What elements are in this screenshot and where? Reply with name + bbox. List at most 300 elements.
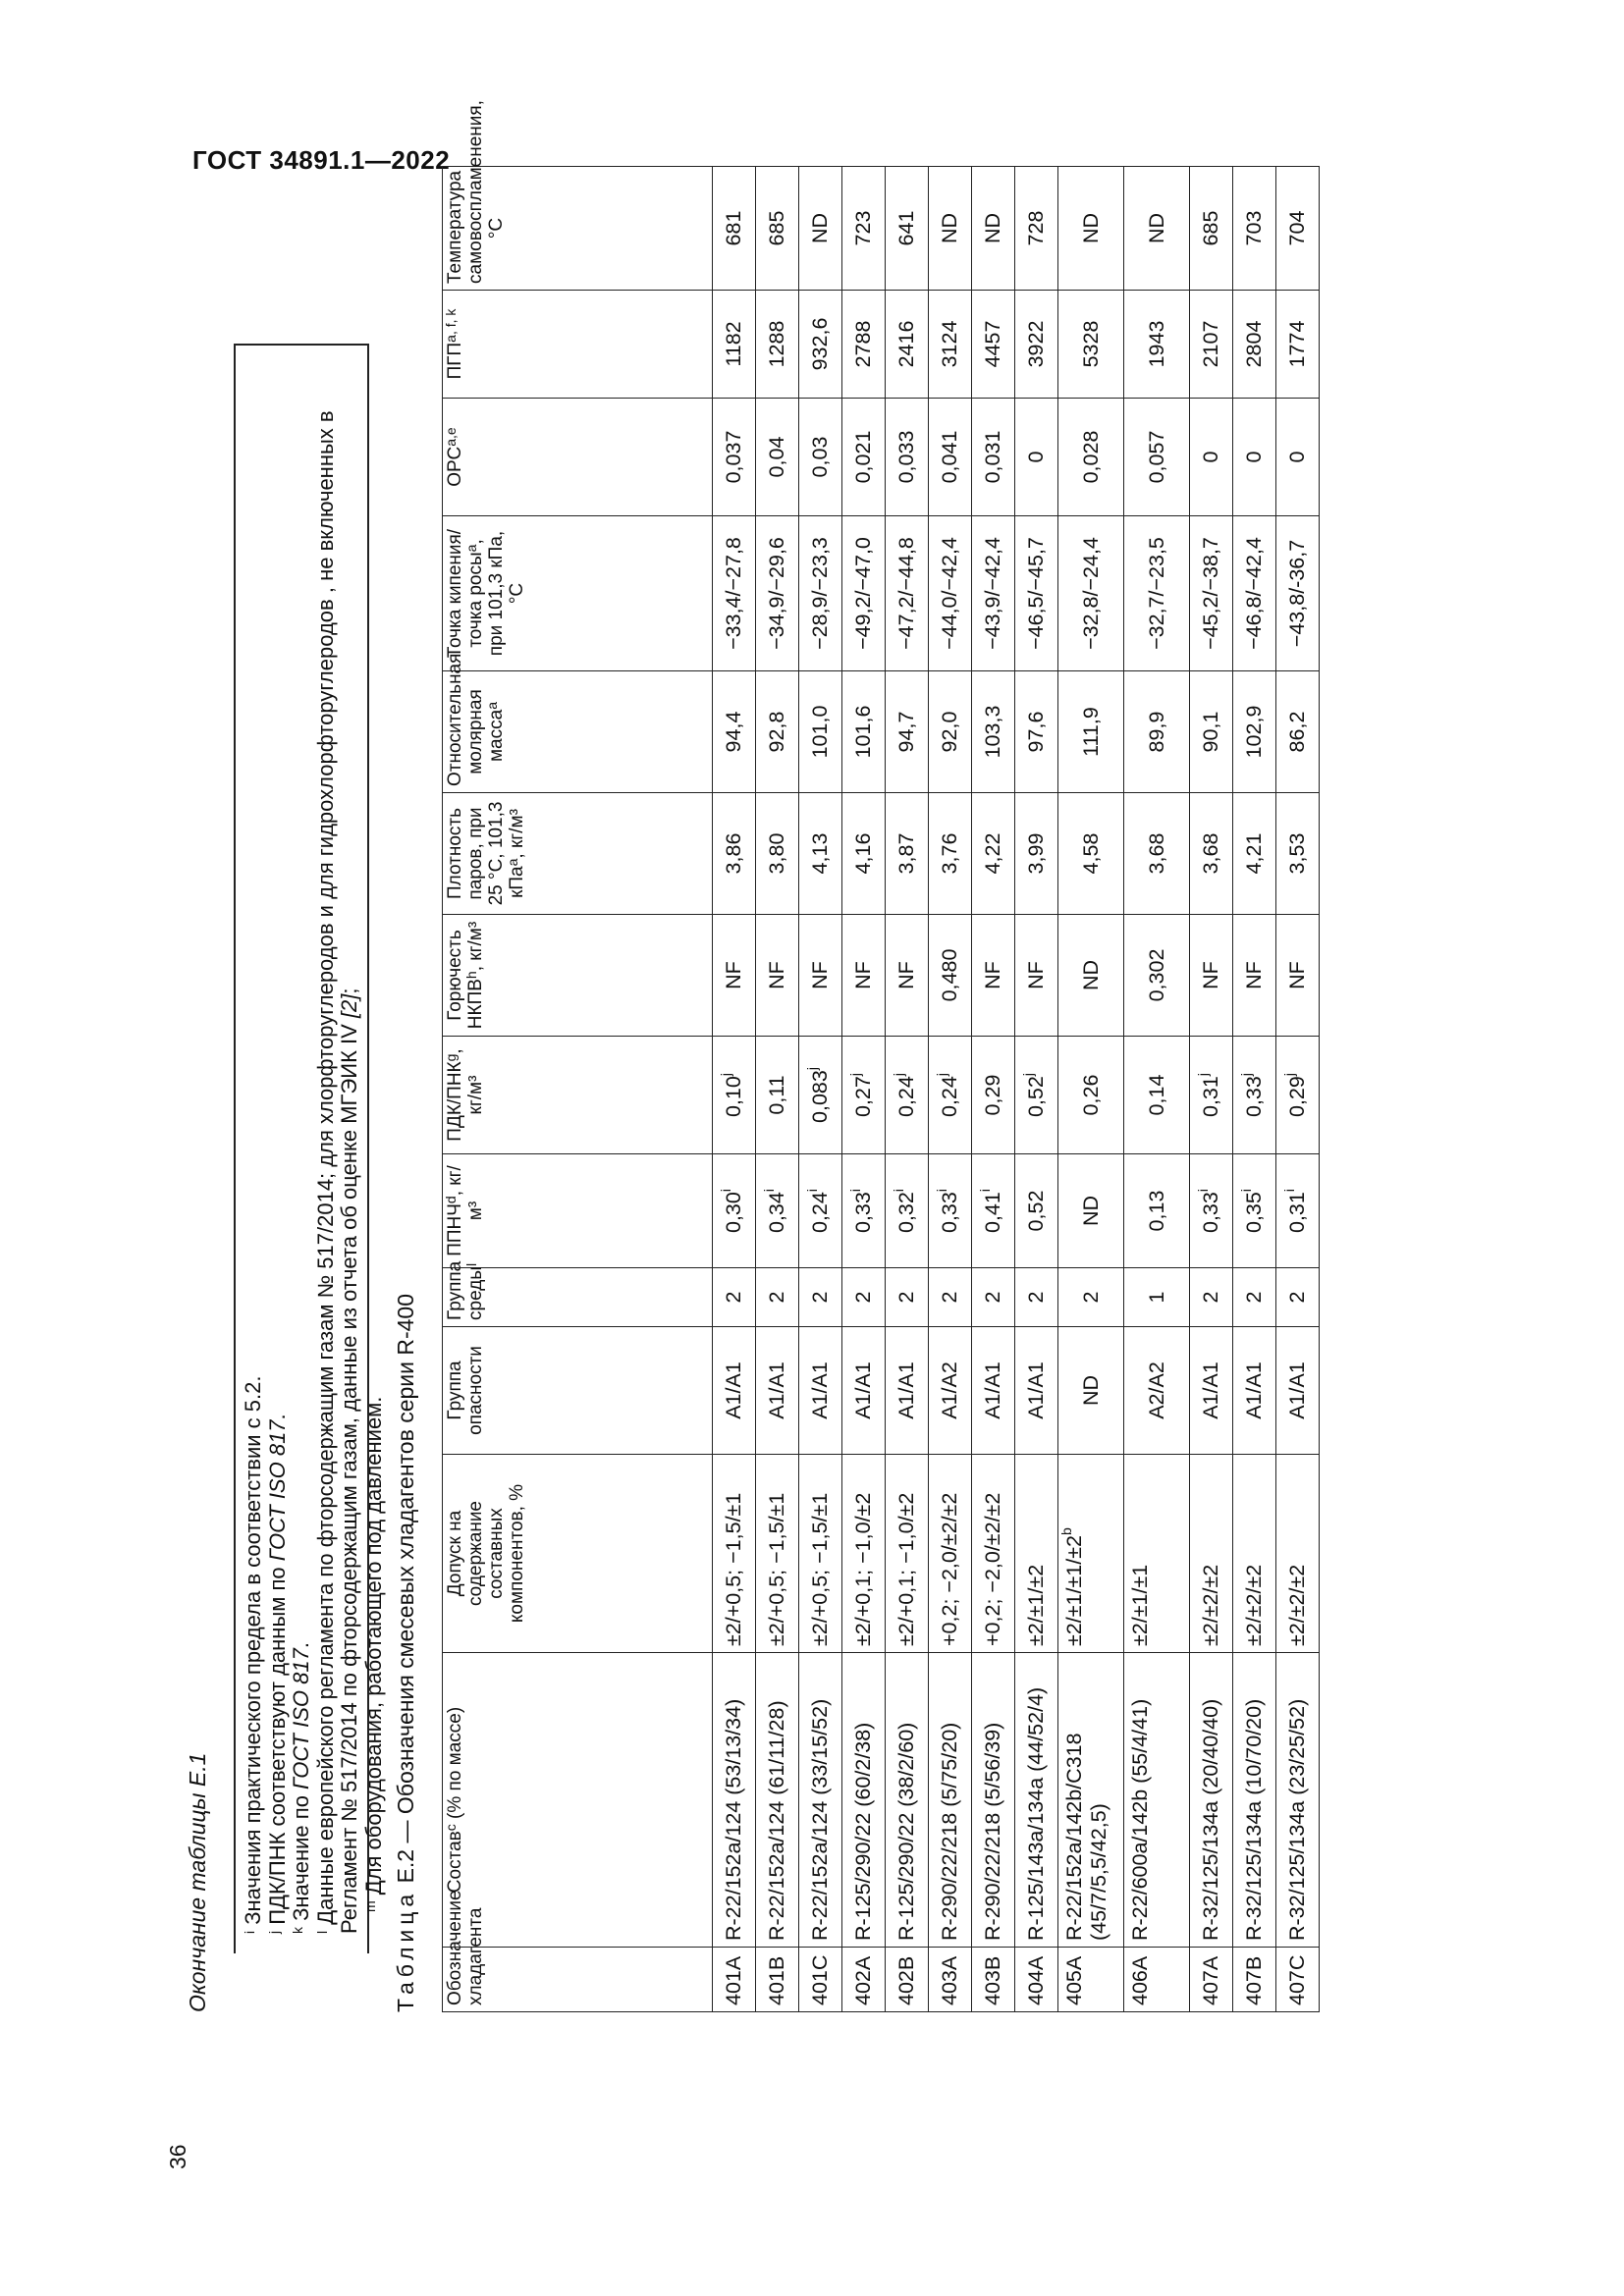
table-cell xyxy=(1124,1037,1190,1154)
table-row xyxy=(1058,167,1124,2012)
cell-mark: i xyxy=(847,1189,863,1193)
cell-value: 0,33 xyxy=(851,1192,875,1233)
table-cell: −43,8/-36,7 xyxy=(1276,516,1320,671)
table-cell: 0 xyxy=(1233,399,1276,516)
table-cell: NF xyxy=(1276,915,1320,1037)
footnote xyxy=(242,346,266,1953)
table-cell: 94,4 xyxy=(713,671,756,793)
cell-mark: i xyxy=(1281,1189,1297,1193)
table-title-prefix: Таблица xyxy=(393,1889,418,2012)
table-title-text: Е.2 — Обозначения смесевых хладагентов серии R-400 xyxy=(393,1293,418,1890)
table-cell xyxy=(1015,1037,1058,1154)
column-header-mark: l xyxy=(463,1262,479,1267)
table-cell: R-22/152a/124 (53/13/34) xyxy=(713,1653,756,1948)
table-cell: ND xyxy=(799,167,842,291)
footnote-ref: ГОСТ ISO 817 xyxy=(264,1419,290,1562)
cell-mark: i xyxy=(804,1189,820,1193)
footnote xyxy=(266,346,291,1953)
column-header-text: Относительная молярная масса xyxy=(445,653,507,786)
table-cell: ±2/+0,1; −1,0/±2 xyxy=(842,1455,886,1653)
table-cell: A1/A1 xyxy=(799,1327,842,1455)
column-header xyxy=(443,100,713,291)
column-header-unit: , кг/м³ xyxy=(465,921,486,972)
column-header-mark: a, f, k xyxy=(443,308,459,343)
column-header-text: ОРС xyxy=(445,446,465,487)
cell-mark: j xyxy=(891,1073,906,1077)
footnote-text: ПДК/ПНК соответствуют данным по xyxy=(264,1561,290,1931)
table-row xyxy=(1124,167,1190,2012)
table-cell: −28,9/−23,3 xyxy=(799,516,842,671)
cell-mark: j xyxy=(1020,1073,1036,1077)
table-cell: A1/A1 xyxy=(1190,1327,1233,1455)
table-cell: 932,6 xyxy=(799,291,842,399)
table-cell: 4,58 xyxy=(1058,793,1124,915)
table-cell: 402B xyxy=(886,1948,929,2012)
table-cell: ND xyxy=(929,167,972,291)
table-cell: −32,7/−23,5 xyxy=(1124,516,1190,671)
table-cell: 0,021 xyxy=(842,399,886,516)
cell-value: 0,11 xyxy=(765,1075,788,1115)
table-cell xyxy=(799,1154,842,1268)
table-cell: A1/A1 xyxy=(842,1327,886,1455)
column-header-text: Плотность паров, при 25 °С, 101,3 кПа xyxy=(445,801,527,906)
table-cell: −43,9/−42,4 xyxy=(972,516,1015,671)
table-cell: 2 xyxy=(713,1268,756,1327)
cell-value: 0,10 xyxy=(722,1076,745,1117)
table-cell: −33,4/−27,8 xyxy=(713,516,756,671)
table-row xyxy=(1015,167,1058,2012)
cell-value: 0,29 xyxy=(981,1074,1004,1116)
table-row xyxy=(713,167,756,2012)
table-cell: ±2/+0,1; −1,0/±2 xyxy=(886,1455,929,1653)
footnote-mark: m xyxy=(361,1900,378,1912)
column-header xyxy=(443,915,713,1037)
table-cell: 685 xyxy=(756,167,799,291)
column-header xyxy=(443,653,713,793)
table-cell: A1/A1 xyxy=(1233,1327,1276,1455)
table-cell xyxy=(929,1037,972,1154)
table-cell: 1774 xyxy=(1276,291,1320,399)
table-cell: R-22/152a/124 (33/15/52) xyxy=(799,1653,842,1948)
table-cell: ±2/±2/±2 xyxy=(1233,1455,1276,1653)
table-cell: 0,302 xyxy=(1124,915,1190,1037)
footnote xyxy=(290,346,314,1953)
table-cell: 101,6 xyxy=(842,671,886,793)
table-cell: R-125/290/22 (60/2/38) xyxy=(842,1653,886,1948)
table-cell: 1182 xyxy=(713,291,756,399)
column-header xyxy=(443,793,713,915)
table-cell: 2804 xyxy=(1233,291,1276,399)
table-cell xyxy=(1058,1037,1124,1154)
table-row xyxy=(1233,167,1276,2012)
table-cell xyxy=(972,1154,1015,1268)
table-cell: ±2/±2/±2 xyxy=(1276,1455,1320,1653)
cell-value: 0,29 xyxy=(1285,1076,1309,1117)
column-header-mark: g xyxy=(443,1053,459,1062)
table-cell: 0,03 xyxy=(799,399,842,516)
table-cell xyxy=(756,1037,799,1154)
table-cell: ND xyxy=(1124,167,1190,291)
table-cell xyxy=(886,1154,929,1268)
column-header-text: ПГП xyxy=(445,342,465,380)
table-cell: 94,7 xyxy=(886,671,929,793)
table-cell xyxy=(886,1037,929,1154)
table-cell: 681 xyxy=(713,167,756,291)
footnote-tail: . xyxy=(289,1642,313,1649)
column-header-mark: a,e xyxy=(443,427,459,447)
table-cell: 0 xyxy=(1015,399,1058,516)
table-cell xyxy=(1233,1037,1276,1154)
table-cell: ±2/±1/±1 xyxy=(1124,1455,1190,1653)
table-cell: 4,13 xyxy=(799,793,842,915)
table-cell: 101,0 xyxy=(799,671,842,793)
cell-value: 0,32 xyxy=(894,1192,918,1233)
table-cell: A1/A1 xyxy=(756,1327,799,1455)
cell-value: 0,33 xyxy=(1242,1076,1266,1117)
column-header-unit: , кг/м³ xyxy=(507,809,527,859)
table-cell: 3,68 xyxy=(1190,793,1233,915)
table-cell: −46,5/−45,7 xyxy=(1015,516,1058,671)
table-cell xyxy=(929,1154,972,1268)
table-cell: 92,0 xyxy=(929,671,972,793)
table-cell xyxy=(1190,1037,1233,1154)
table-cell: −34,9/−29,6 xyxy=(756,516,799,671)
table-cell: A1/A1 xyxy=(886,1327,929,1455)
table-cell: 403B xyxy=(972,1948,1015,2012)
cell-mark: i xyxy=(977,1189,993,1193)
table-cell: 641 xyxy=(886,167,929,291)
table-cell: 0,037 xyxy=(713,399,756,516)
table-cell: 97,6 xyxy=(1015,671,1058,793)
table-cell: −44,0/−42,4 xyxy=(929,516,972,671)
column-header xyxy=(443,399,713,516)
table-cell: 102,9 xyxy=(1233,671,1276,793)
table-cell: 90,1 xyxy=(1190,671,1233,793)
cell-mark: b xyxy=(1058,1527,1074,1536)
cell-value: 0,52 xyxy=(1024,1190,1048,1232)
table-cell: 86,2 xyxy=(1276,671,1320,793)
table-cell: +0,2; −2,0/±2/±2 xyxy=(972,1455,1015,1653)
cell-value: 0,13 xyxy=(1144,1190,1168,1232)
table-cell: 0,057 xyxy=(1124,399,1190,516)
table-cell: 407B xyxy=(1233,1948,1276,2012)
cell-mark: j xyxy=(1238,1073,1254,1077)
column-header-text: Группа среды xyxy=(445,1260,486,1320)
column-header-unit: , при 101,3 кПа, °С xyxy=(465,530,527,657)
column-header-mark: h xyxy=(463,971,479,980)
footnote-ref: [2] xyxy=(337,993,361,1019)
table-cell xyxy=(1015,1154,1058,1268)
column-header-mark: c xyxy=(443,1824,459,1832)
table-cell: R-125/143a/134a (44/52/4) xyxy=(1015,1653,1058,1948)
footnote xyxy=(314,346,339,1953)
column-header-unit: , кг/м³ xyxy=(445,1048,486,1115)
table-cell: 401A xyxy=(713,1948,756,2012)
table-cell: 401B xyxy=(756,1948,799,2012)
table-cell: NF xyxy=(756,915,799,1037)
table-cell: 2 xyxy=(1190,1268,1233,1327)
table-continuation-label: Окончание таблицы Е.1 xyxy=(185,1752,210,2012)
cell-value: 0,52 xyxy=(1024,1076,1048,1117)
footnote-text: Данные европейского регламента по фторсодержащим газам № 517/2014; для хлорфторуглеродов и для гидрохлорфторуглеродов , не включенных в xyxy=(312,410,338,1931)
table-cell: $\pm 2/\pm 1/\pm 1/\pm 2^b$ xyxy=(1058,1455,1124,1653)
table-cell: −47,2/−44,8 xyxy=(886,516,929,671)
table-cell: −46,8/−42,4 xyxy=(1233,516,1276,671)
table-cell: 404A xyxy=(1015,1948,1058,2012)
table-cell: NF xyxy=(1233,915,1276,1037)
column-header xyxy=(443,1455,713,1653)
column-header xyxy=(443,1890,713,2012)
table-row xyxy=(799,167,842,2012)
cell-value: 0,14 xyxy=(1144,1074,1168,1116)
table-cell: 1943 xyxy=(1124,291,1190,399)
table-cell: 0,028 xyxy=(1058,399,1124,516)
table-cell: 2 xyxy=(756,1268,799,1327)
table-cell: 3,99 xyxy=(1015,793,1058,915)
column-header-text: Обозначение хладагента xyxy=(445,1890,486,2005)
cell-value: 0,31 xyxy=(1199,1076,1222,1117)
table-cell: 0,033 xyxy=(886,399,929,516)
table-row xyxy=(1276,167,1320,2012)
table-cell: ND xyxy=(972,167,1015,291)
table-cell: 3124 xyxy=(929,291,972,399)
table-cell: 407C xyxy=(1276,1948,1320,2012)
table-cell: 685 xyxy=(1190,167,1233,291)
table-cell: 103,3 xyxy=(972,671,1015,793)
table-cell: R-125/290/22 (38/2/60) xyxy=(886,1653,929,1948)
cell-value: 0,30 xyxy=(722,1192,745,1233)
table-cell: R-22/152a/124 (61/11/28) xyxy=(756,1653,799,1948)
cell-mark: j xyxy=(804,1067,820,1071)
table-cell xyxy=(756,1154,799,1268)
table-cell: 5328 xyxy=(1058,291,1124,399)
table-cell: −49,2/−47,0 xyxy=(842,516,886,671)
cell-mark: j xyxy=(1281,1073,1297,1077)
table-cell: A1/A1 xyxy=(713,1327,756,1455)
table-cell: 402A xyxy=(842,1948,886,2012)
footnote xyxy=(338,346,362,1953)
table-cell: 4,22 xyxy=(972,793,1015,915)
table-cell xyxy=(842,1037,886,1154)
column-header xyxy=(443,1037,713,1154)
table-cell: ±2/+0,5; −1,5/±1 xyxy=(756,1455,799,1653)
table-cell: NF xyxy=(886,915,929,1037)
table-cell: A1/A1 xyxy=(972,1327,1015,1455)
cell-mark: i xyxy=(1195,1189,1211,1193)
table-cell xyxy=(1190,1154,1233,1268)
table-cell: NF xyxy=(842,915,886,1037)
refrigerant-table xyxy=(442,100,1320,2012)
cell-value: 0,26 xyxy=(1078,1074,1103,1116)
table-cell: A1/A1 xyxy=(1015,1327,1058,1455)
footnote-text: Регламент № 517/2014 по фторсодержащим газам, данные из отчета об оценке МГЭИК IV xyxy=(337,1018,361,1934)
table-cell: 3,80 xyxy=(756,793,799,915)
table-cell: A1/A2 xyxy=(929,1327,972,1455)
column-header-mark: a xyxy=(463,544,479,553)
table-row xyxy=(756,167,799,2012)
table-cell: 704 xyxy=(1276,167,1320,291)
footnote-text: Для оборудования, работающего под давлением. xyxy=(360,1396,386,1901)
cell-value: ND xyxy=(1078,1195,1103,1227)
table-cell: R-290/22/218 (5/75/20) xyxy=(929,1653,972,1948)
table-cell: ±2/±1/±2 xyxy=(1015,1455,1058,1653)
table-cell xyxy=(713,1154,756,1268)
table-cell: 0 xyxy=(1190,399,1233,516)
table-cell: R-32/125/134a (20/40/40) xyxy=(1190,1653,1233,1948)
table-cell: 3,86 xyxy=(713,793,756,915)
table-row xyxy=(842,167,886,2012)
table-cell: 2 xyxy=(1233,1268,1276,1327)
table-cell: R-32/125/134a (23/25/52) xyxy=(1276,1653,1320,1948)
table-cell: ±2/+0,5; −1,5/±1 xyxy=(799,1455,842,1653)
table-cell: 2 xyxy=(929,1268,972,1327)
table-cell: 401C xyxy=(799,1948,842,2012)
column-header xyxy=(443,1327,713,1455)
column-header-text: Горючесть НКПВ xyxy=(445,930,486,1030)
table-cell xyxy=(972,1037,1015,1154)
cell-value: 0,24 xyxy=(894,1076,918,1117)
table-cell xyxy=(842,1154,886,1268)
table-cell: NF xyxy=(972,915,1015,1037)
cell-value: 0,24 xyxy=(938,1076,961,1117)
table-cell: 2 xyxy=(1276,1268,1320,1327)
column-header xyxy=(443,291,713,399)
cell-mark: j xyxy=(847,1073,863,1077)
table-cell: 0 xyxy=(1276,399,1320,516)
table-cell: 3,87 xyxy=(886,793,929,915)
cell-value: 0,31 xyxy=(1285,1192,1309,1233)
table-cell: R-22/600a/142b (55/4/41) xyxy=(1124,1653,1190,1948)
cell-mark: j xyxy=(718,1073,733,1077)
cell-mark: i xyxy=(891,1189,906,1193)
table-cell: 92,8 xyxy=(756,671,799,793)
table-row xyxy=(886,167,929,2012)
footnotes xyxy=(234,344,386,1953)
table-cell: ND xyxy=(1058,167,1124,291)
cell-mark: i xyxy=(718,1189,733,1193)
footnote-mark: i xyxy=(242,1930,257,1934)
table-cell: A2/A2 xyxy=(1124,1327,1190,1455)
table-cell: 2 xyxy=(799,1268,842,1327)
cell-mark: i xyxy=(934,1189,949,1193)
footnote-ref: ГОСТ ISO 817 xyxy=(289,1648,313,1789)
cell-value: 0,24 xyxy=(808,1192,832,1233)
table-cell: 111,9 xyxy=(1058,671,1124,793)
column-header-mark: a xyxy=(505,858,520,867)
column-header xyxy=(443,1154,713,1268)
cell-value: 0,083 xyxy=(808,1070,832,1123)
column-header-text: Точка кипения/точка росы xyxy=(445,528,486,659)
footnote xyxy=(362,346,387,1953)
table-cell: 4,21 xyxy=(1233,793,1276,915)
document-header: ГОСТ 34891.1—2022 xyxy=(192,145,451,175)
table-cell xyxy=(1058,1154,1124,1268)
table-cell: 2 xyxy=(886,1268,929,1327)
table-cell: NF xyxy=(713,915,756,1037)
table-header-row xyxy=(443,167,713,2012)
table-cell: 2 xyxy=(1058,1268,1124,1327)
table-cell: 703 xyxy=(1233,167,1276,291)
table-cell: 3922 xyxy=(1015,291,1058,399)
table-cell: 2 xyxy=(1015,1268,1058,1327)
cell-mark: i xyxy=(1238,1189,1254,1193)
table-cell xyxy=(1124,1154,1190,1268)
table-cell: 89,9 xyxy=(1124,671,1190,793)
footnote-tail: . xyxy=(264,1414,290,1420)
footnote-mark: j xyxy=(265,1930,282,1934)
table-cell xyxy=(1276,1037,1320,1154)
column-header xyxy=(443,1260,713,1327)
page-number: 36 xyxy=(165,2144,190,2169)
table-row xyxy=(1190,167,1233,2012)
table-title xyxy=(393,1294,419,2012)
table-row xyxy=(972,167,1015,2012)
table-cell xyxy=(799,1037,842,1154)
cell-value: 0,33 xyxy=(1199,1192,1222,1233)
table-cell: 403A xyxy=(929,1948,972,2012)
table-cell: R-22/152a/142b/C318 (45/7/5,5/42,5) xyxy=(1058,1653,1124,1948)
table-cell: 405A xyxy=(1058,1948,1124,2012)
table-cell: 3,53 xyxy=(1276,793,1320,915)
column-header-text: ПДК/ПНК xyxy=(445,1061,465,1142)
table-cell: 2 xyxy=(972,1268,1015,1327)
table-cell xyxy=(1233,1154,1276,1268)
table-cell: R-32/125/134a (10/70/20) xyxy=(1233,1653,1276,1948)
table-cell: 0,031 xyxy=(972,399,1015,516)
table-cell: ND xyxy=(1058,1327,1124,1455)
table-cell xyxy=(1276,1154,1320,1268)
column-header-mark: a xyxy=(484,702,500,710)
table-cell: 4457 xyxy=(972,291,1015,399)
column-header-text: Температура самовоспламенения, °С xyxy=(445,100,507,284)
footnote-mark: k xyxy=(290,1927,305,1934)
cell-mark: j xyxy=(1195,1073,1211,1077)
table-cell: 723 xyxy=(842,167,886,291)
table-cell: A1/A1 xyxy=(1276,1327,1320,1455)
footnote-text: Значения практического предела в соответствии с 5.2. xyxy=(241,1375,265,1931)
table-cell: 1288 xyxy=(756,291,799,399)
table-cell: −45,2/−38,7 xyxy=(1190,516,1233,671)
table-cell: 0,041 xyxy=(929,399,972,516)
table-body xyxy=(713,167,1320,2012)
cell-mark: i xyxy=(761,1189,777,1193)
column-header xyxy=(443,516,713,671)
table-cell: 728 xyxy=(1015,167,1058,291)
column-header-text: Группа опасности xyxy=(445,1346,486,1435)
column-header-unit: , кг/м³ xyxy=(445,1165,486,1221)
cell-value: 0,33 xyxy=(938,1192,961,1233)
table-cell: ±2/+0,5; −1,5/±1 xyxy=(713,1455,756,1653)
table-cell: ND xyxy=(1058,915,1124,1037)
cell-value: 0,41 xyxy=(981,1192,1004,1233)
table-cell: 406A xyxy=(1124,1948,1190,2012)
column-header-mark: d xyxy=(443,1196,459,1204)
table-cell: 2 xyxy=(842,1268,886,1327)
cell-value: 0,27 xyxy=(851,1076,875,1117)
cell-value: 0,34 xyxy=(765,1192,788,1233)
column-header-text: Состав xyxy=(445,1831,465,1894)
table-cell: −32,8/−24,4 xyxy=(1058,516,1124,671)
table-cell: +0,2; −2,0/±2/±2 xyxy=(929,1455,972,1653)
table-row xyxy=(929,167,972,2012)
table-cell xyxy=(713,1037,756,1154)
table-cell: 407A xyxy=(1190,1948,1233,2012)
footnote-tail: ; xyxy=(337,988,361,994)
table-cell: 2788 xyxy=(842,291,886,399)
table-cell: NF xyxy=(1015,915,1058,1037)
footnote-mark: l xyxy=(313,1930,330,1934)
table-cell: NF xyxy=(799,915,842,1037)
